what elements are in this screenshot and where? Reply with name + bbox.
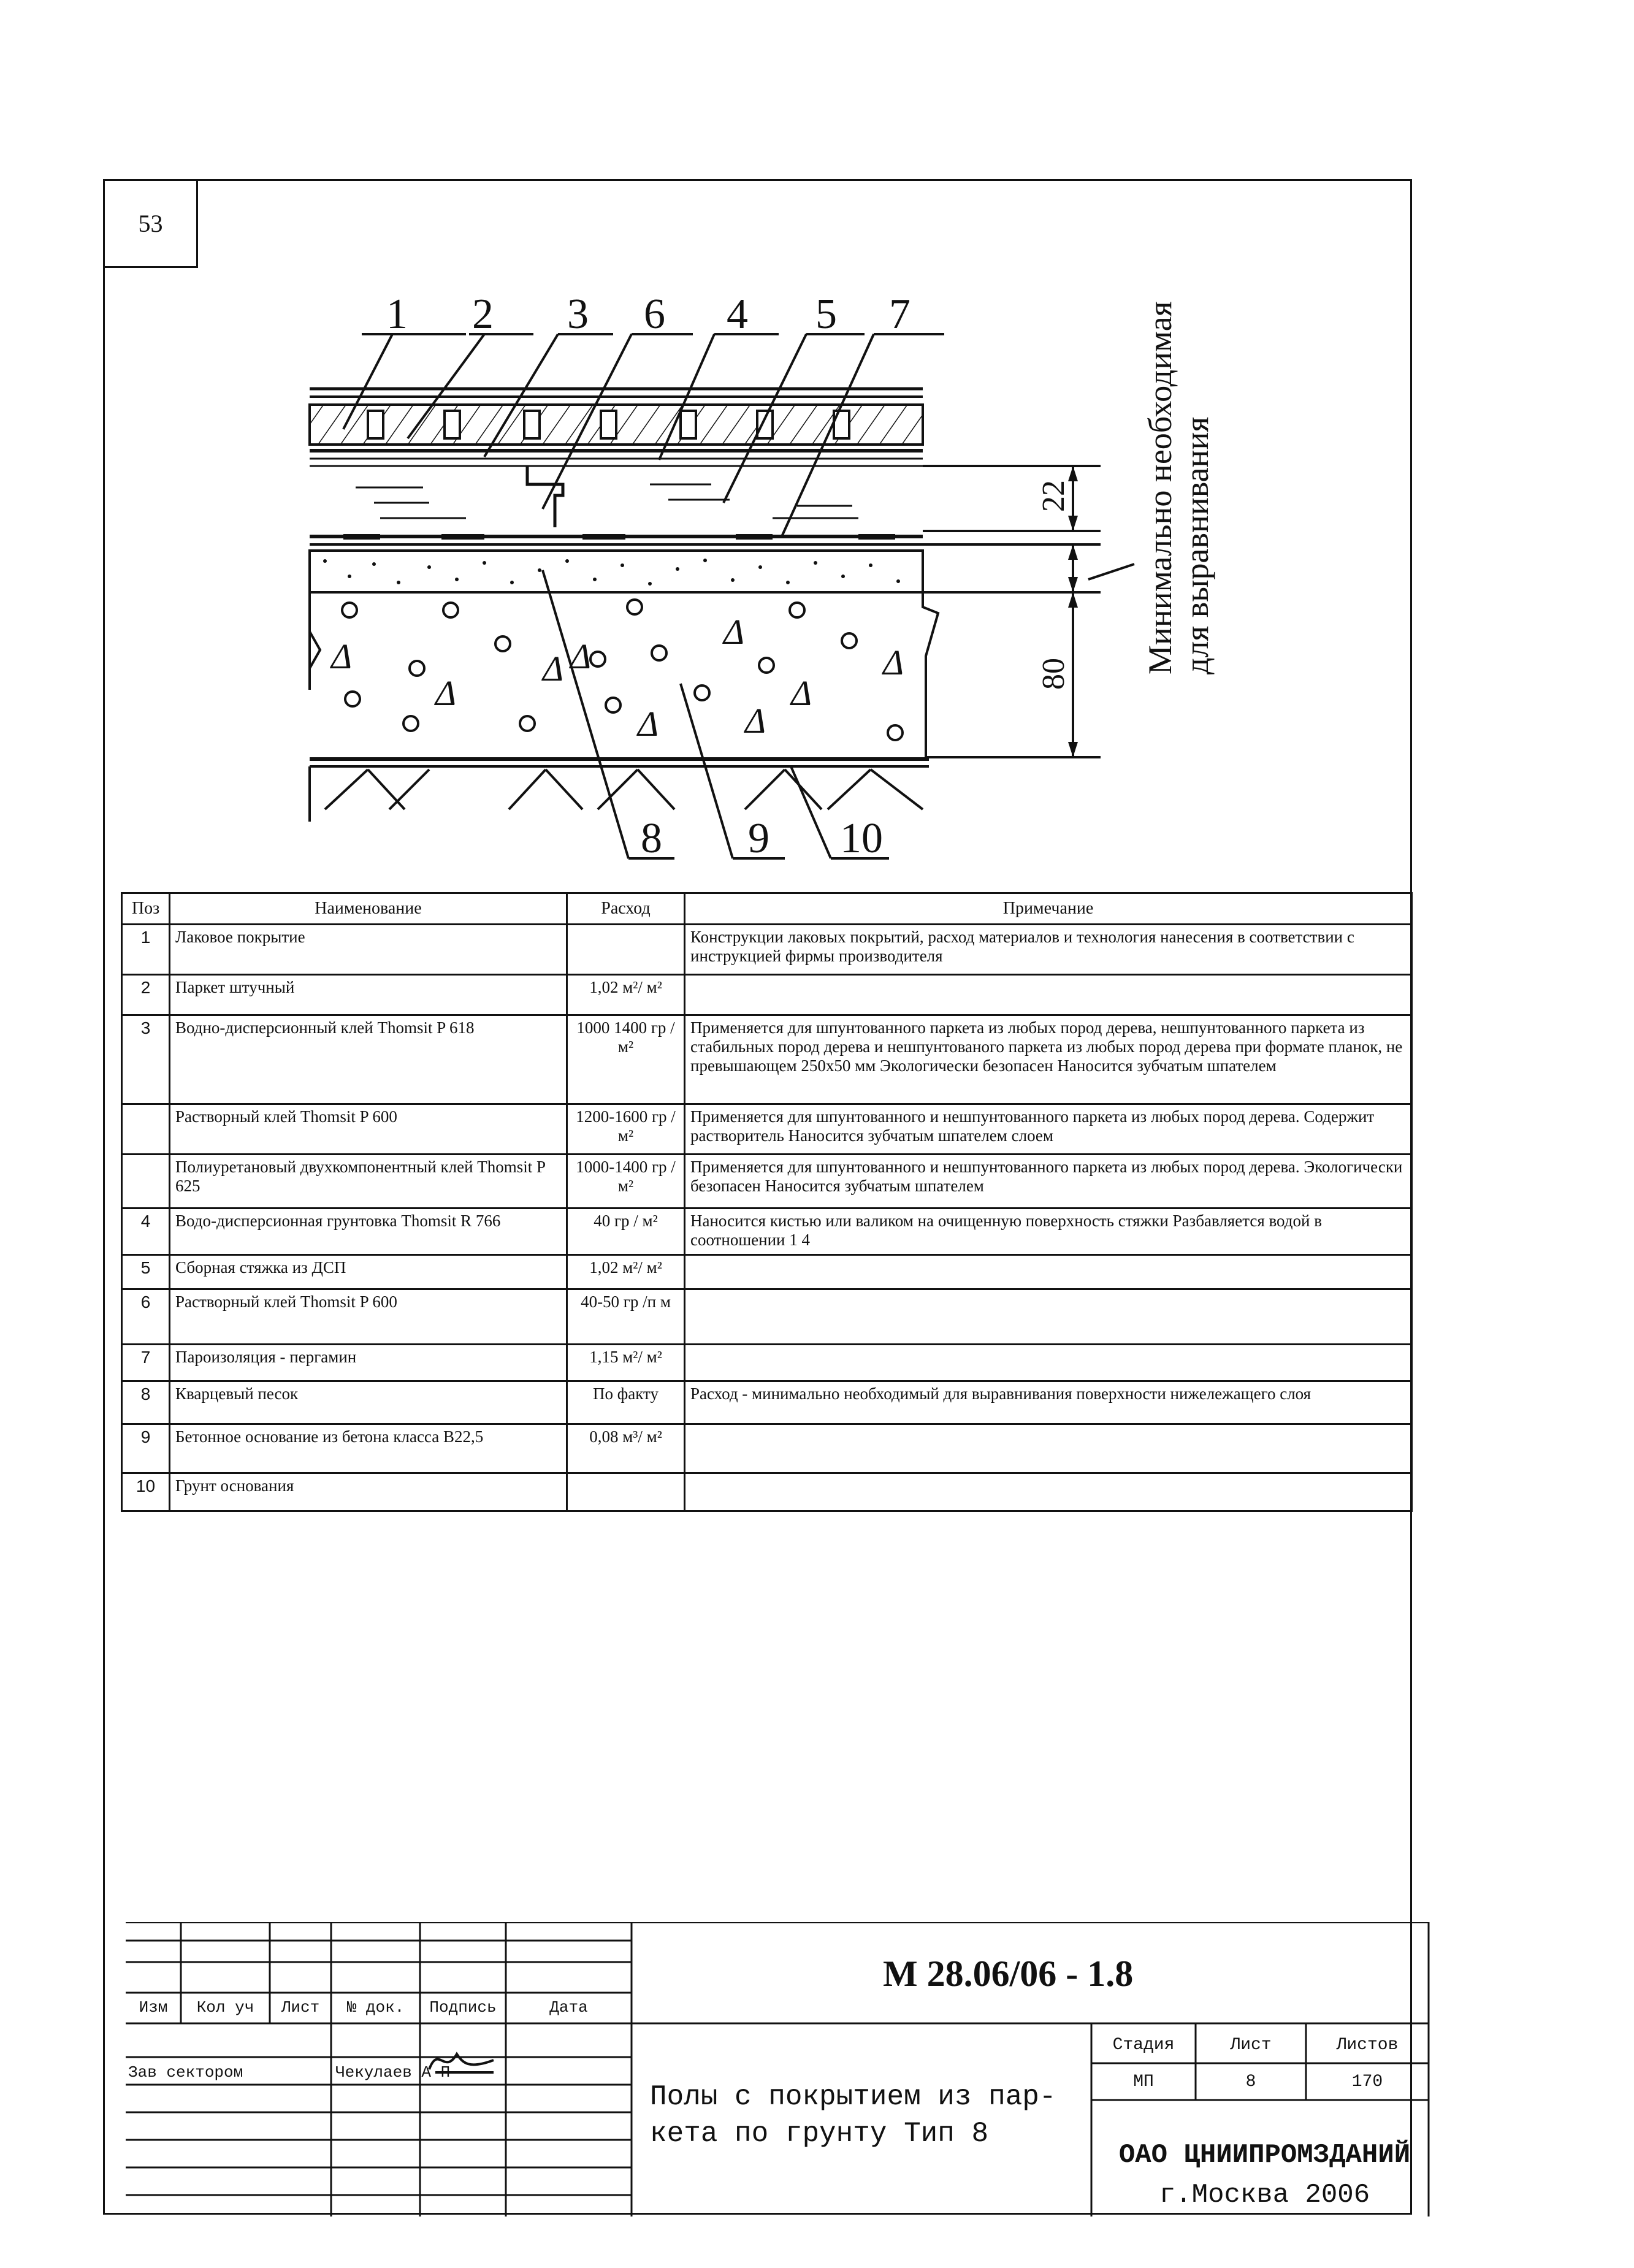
sheets-value: 170 [1351,2072,1383,2091]
table-row: 8 Кварцевый песок По факту Расход - минимально необходимый для выравнивания поверхности нижележащего слоя [122,1381,1412,1424]
svg-text:Δ: Δ [543,649,564,689]
stage-value: МП [1133,2072,1154,2091]
callout-4: 4 [727,291,748,338]
callout-6: 6 [644,291,665,338]
table-row: 2 Паркет штучный 1,02 м²/ м² [122,975,1412,1015]
table-row: 3 Водно-дисперсионный клей Thomsit P 618 1000 1400 гр / м² Применяется для шпунтованного паркета из любых пород дерева, нешпунтованного паркета из стабильных пород дерева и нешпунтованого паркета из любых пород дерева при формате планок, не превышающем 250х50 мм Экологически безопасен Наносится зубчатым шпателем [122,1015,1412,1104]
svg-text:Δ: Δ [883,643,904,682]
side-note-line1: Минимально необходимая [1142,301,1178,674]
specification-table [121,892,1413,1512]
callout-numbers-bottom [641,815,883,862]
stage-label: Стадия [1112,2036,1175,2055]
dimension-lines [923,466,1134,757]
chipboard-screed [310,466,923,544]
sheets-label: Листов [1336,2036,1399,2055]
callout-3: 3 [567,291,589,338]
svg-text:Δ: Δ [791,673,812,713]
table-row: 1 Лаковое покрытие Конструкции лаковых покрытий, расход материалов и технология нанесения в соответствии с инструкцией фирмы производителя [122,925,1412,975]
floor-section-drawing [0,0,1634,895]
svg-text:Δ: Δ [723,612,745,652]
organization-name: ОАО ЦНИИПРОМЗДАНИЙ [1118,2140,1411,2171]
callout-10: 10 [840,815,883,862]
stamp-col-podpis: Подпись [429,1998,497,2017]
callout-8: 8 [641,815,662,862]
col-header-pos: Поз [122,893,170,925]
organization-city-year: г.Москва 2006 [1159,2180,1370,2210]
title-block [126,1922,1432,2216]
drawing-title-line2: кета по грунту Тип 8 [650,2118,989,2150]
col-header-name: Наименование [170,893,567,925]
table-header-row [122,893,1412,925]
table-row: Растворный клей Thomsit P 600 1200-1600 гр / м² Применяется для шпунтованного и нешпунтованного паркета из любых пород дерева. Содержит растворитель Наносится зубчатым шпателем слоем [122,1104,1412,1155]
svg-text:Δ: Δ [570,636,592,676]
callout-9: 9 [748,815,769,862]
stamp-person: Чекулаев А П [335,2063,451,2082]
table-row: 6 Растворный клей Thomsit P 600 40-50 гр /п м [122,1289,1412,1345]
svg-text:Δ: Δ [745,701,766,741]
svg-text:Δ: Δ [638,704,659,744]
sheet-value: 8 [1245,2072,1256,2091]
callout-7: 7 [889,291,911,338]
table-row: 9 Бетонное основание из бетона класса В22,5 0,08 м³/ м² [122,1424,1412,1473]
table-row: 10 Грунт основания [122,1473,1412,1511]
svg-text:Δ: Δ [435,673,457,713]
concrete-layer [310,592,938,766]
stamp-col-list: Лист [281,1998,320,2017]
dimension-80: 80 [1036,658,1071,690]
stamp-col-ndok: № док. [346,1998,405,2017]
page-number: 53 [103,179,198,268]
sand-layer [310,551,923,592]
callout-numbers-top [386,291,911,338]
parquet-layer [310,389,923,459]
table-row: 7 Пароизоляция - пергамин 1,15 м²/ м² [122,1345,1412,1381]
stamp-col-kol: Кол уч [196,1998,254,2017]
drawing-title-line1: Полы с покрытием из пар- [650,2081,1056,2113]
stamp-role: Зав сектором [128,2063,243,2082]
callout-5: 5 [815,291,837,338]
table-row: Полиуретановый двухкомпонентный клей Thomsit P 625 1000-1400 гр / м² Применяется для шпунтованного и нешпунтованного паркета из любых пород дерева. Экологически безопасен Наносится зубчатым шпателем [122,1155,1412,1208]
stamp-col-data: Дата [549,1998,588,2017]
callout-2: 2 [472,291,494,338]
dimension-22: 22 [1036,480,1071,512]
document-number: М 28.06/06 - 1.8 [883,1953,1134,1994]
callout-1: 1 [386,291,408,338]
sheet-label: Лист [1230,2036,1272,2055]
table-row: 4 Водо-дисперсионная грунтовка Thomsit R 766 40 гр / м² Наносится кистью или валиком на очищенную поверхность стяжки Разбавляется водой в соотношении 1 4 [122,1208,1412,1255]
svg-text:Δ: Δ [331,636,353,676]
col-header-note: Примечание [685,893,1412,925]
side-note-line2: для выравнивания [1178,416,1215,674]
table-row: 5 Сборная стяжка из ДСП 1,02 м²/ м² [122,1255,1412,1289]
callout-leaders-bottom [543,570,889,858]
stamp-col-izm: Изм [139,1998,168,2017]
col-header-rate: Расход [567,893,685,925]
